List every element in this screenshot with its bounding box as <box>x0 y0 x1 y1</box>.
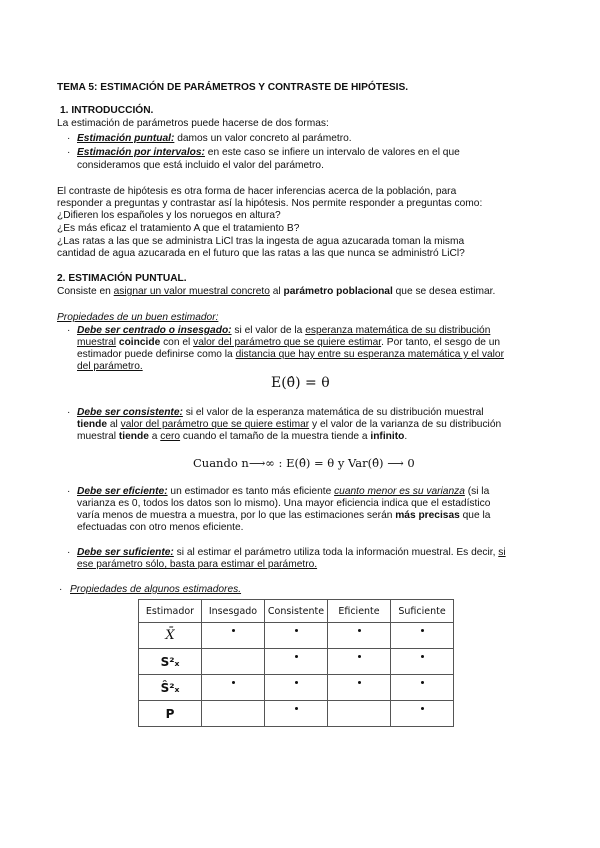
property-mark-cell <box>265 701 328 727</box>
property-mark <box>295 655 298 658</box>
bullet-icon: · <box>59 584 63 595</box>
text-line: ese parámetro sólo, basta para estimar el parámetro. <box>77 559 318 570</box>
table-header-row <box>139 600 454 623</box>
property-mark-cell <box>391 701 454 727</box>
property-eficiente: Debe ser eficiente: un estimador es tanto más eficiente cuanto menor es su varianza (si la <box>77 486 490 497</box>
formula-insesgado: E(θ̂) = θ <box>271 375 330 391</box>
page-title: TEMA 5: ESTIMACIÓN DE PARÁMETROS Y CONTRASTE DE HIPÓTESIS. <box>57 82 409 93</box>
property-suficiente: Debe ser suficiente: si al estimar el parámetro utiliza toda la información muestral. Es decir, si <box>77 547 506 558</box>
estimators-table <box>138 599 454 727</box>
section-1-heading: 1. INTRODUCCIÓN. <box>60 105 154 116</box>
bullet-icon: · <box>67 407 71 418</box>
estimator-symbol: X̄ <box>139 623 202 649</box>
bullet-icon: · <box>67 325 71 336</box>
text-line: varía menos de muestra a muestra, por lo que las estimaciones serán más precisas que la <box>77 510 491 521</box>
text-line: varianza es 0, todos los datos son lo mismo). Una mayor eficiencia indica que el estadístico <box>77 498 491 509</box>
formula-consistente: Cuando n⟶∞ : E(θ̂) = θ y Var(θ̂) ⟶ 0 <box>193 456 415 470</box>
estimator-symbol: Ŝ²ₓ <box>139 675 202 701</box>
table-row <box>139 623 454 649</box>
property-mark-cell <box>202 701 265 727</box>
text-line: estimador puede definirse como la distancia que hay entre su esperanza matemática y el valor <box>77 349 504 360</box>
property-mark <box>358 629 361 632</box>
property-mark <box>295 629 298 632</box>
property-mark <box>232 629 235 632</box>
property-mark-cell <box>202 675 265 701</box>
definition-text: Consiste en asignar un valor muestral concreto al parámetro poblacional que se desea estimar. <box>57 286 496 297</box>
property-mark-cell <box>265 649 328 675</box>
property-mark-cell <box>391 649 454 675</box>
text-line: El contraste de hipótesis es otra forma de hacer inferencias acerca de la población, para <box>57 186 457 197</box>
property-mark-cell <box>328 649 391 675</box>
bullet-estimacion-intervalos: Estimación por intervalos: en este caso se infiere un intervalo de valores en el que <box>77 147 460 158</box>
property-mark-cell <box>328 623 391 649</box>
table-header-cell: Consistente <box>265 600 328 623</box>
text-line: muestral tiende a cero cuando el tamaño de la muestra tiende a infinito. <box>77 431 408 442</box>
table-row <box>139 649 454 675</box>
text-line: cantidad de agua azucarada en el futuro que las ratas a las que nunca se administró LiCl? <box>57 248 465 259</box>
text-line: consideramos que está incluido el valor del parámetro. <box>77 160 324 171</box>
property-mark <box>421 629 424 632</box>
intro-text: La estimación de parámetros puede hacerse de dos formas: <box>57 118 329 129</box>
property-mark-cell <box>265 675 328 701</box>
property-mark <box>421 707 424 710</box>
properties-estimators-title: Propiedades de algunos estimadores. <box>70 584 242 595</box>
property-mark-cell <box>328 675 391 701</box>
question-1: ¿Difieren los españoles y los noruegos en altura? <box>57 210 281 221</box>
property-mark-cell <box>202 623 265 649</box>
property-mark-cell <box>328 701 391 727</box>
property-mark <box>358 681 361 684</box>
section-2-heading: 2. ESTIMACIÓN PUNTUAL. <box>57 273 187 284</box>
question-3: ¿Las ratas a las que se administra LiCl tras la ingesta de agua azucarada toman la misma <box>57 236 465 247</box>
property-consistente: Debe ser consistente: si el valor de la esperanza matemática de su distribución muestral <box>77 407 484 418</box>
property-mark <box>295 707 298 710</box>
table-header-cell: Eficiente <box>328 600 391 623</box>
text-line: muestral coincide con el valor del parámetro que se quiere estimar. Por tanto, el sesgo de un <box>77 337 501 348</box>
property-mark-cell <box>265 623 328 649</box>
text-line: responder a preguntas y contrastar así la hipótesis. Nos permite responder a preguntas como: <box>57 198 483 209</box>
property-mark <box>232 681 235 684</box>
property-mark <box>421 681 424 684</box>
property-mark <box>295 681 298 684</box>
text-line: tiende al valor del parámetro que se quiere estimar y el valor de la varianza de su distribución <box>77 419 502 430</box>
text-line: efectuadas con otro menos eficiente. <box>77 522 244 533</box>
bullet-icon: · <box>67 547 71 558</box>
estimator-symbol: P <box>139 701 202 727</box>
text-line: del parámetro. <box>77 361 143 372</box>
table-row <box>139 701 454 727</box>
table-header-cell: Estimador <box>139 600 202 623</box>
property-mark <box>358 655 361 658</box>
bullet-icon: · <box>67 133 71 144</box>
bullet-icon: · <box>67 486 71 497</box>
property-mark <box>421 655 424 658</box>
bullet-estimacion-puntual: Estimación puntual: damos un valor concreto al parámetro. <box>77 133 352 144</box>
property-mark-cell <box>202 649 265 675</box>
question-2: ¿Es más eficaz el tratamiento A que el tratamiento B? <box>57 223 300 234</box>
table-header-cell: Insesgado <box>202 600 265 623</box>
property-insesgado: Debe ser centrado o insesgado: si el valor de la esperanza matemática de su distribución <box>77 325 491 336</box>
bullet-icon: · <box>67 147 71 158</box>
table-row <box>139 675 454 701</box>
table-header-cell: Suficiente <box>391 600 454 623</box>
property-mark-cell <box>391 623 454 649</box>
estimator-symbol: S²ₓ <box>139 649 202 675</box>
property-mark-cell <box>391 675 454 701</box>
properties-title: Propiedades de un buen estimador: <box>57 312 219 323</box>
